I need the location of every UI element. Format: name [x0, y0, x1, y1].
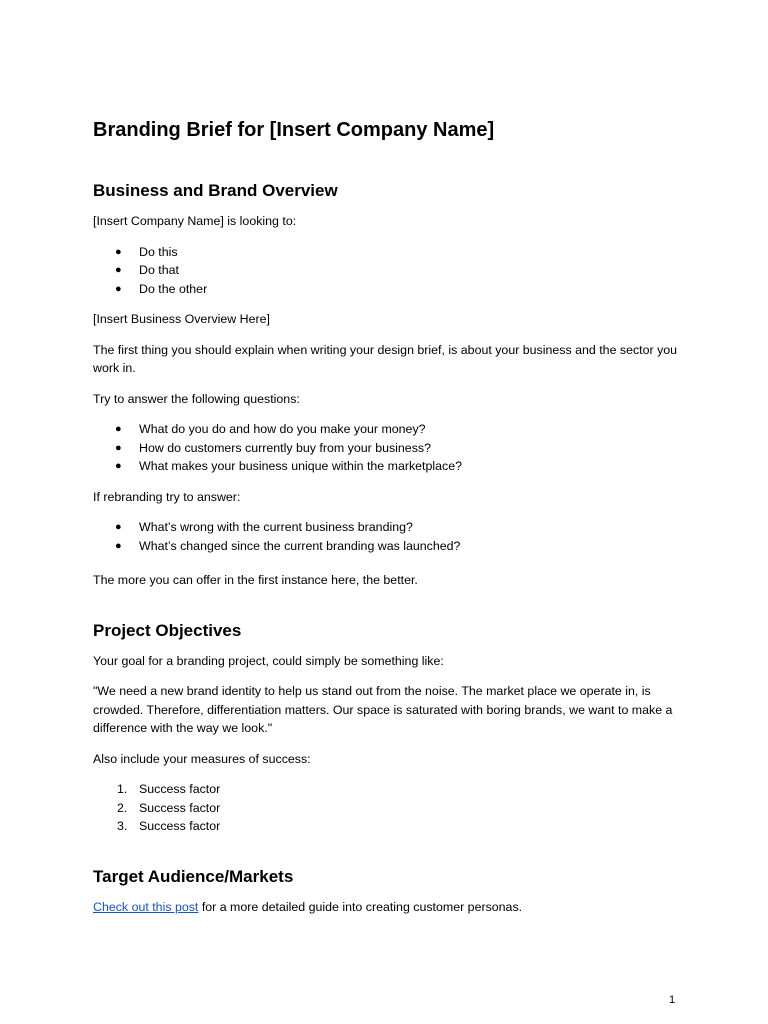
overview-placeholder: [Insert Business Overview Here]	[93, 312, 270, 326]
list-item	[93, 420, 683, 439]
bullet-icon: ●	[115, 441, 122, 454]
bullet-icon: ●	[115, 423, 122, 435]
document-title: Branding Brief for [Insert Company Name]	[93, 119, 495, 141]
overview-paragraph: The first thing you should explain when writing your design brief, is about your business and the sector you work in.	[93, 342, 678, 375]
overview-closing: The more you can offer in the first instance here, the better.	[93, 573, 418, 587]
list-item-text: Success factor	[139, 819, 221, 833]
list-item	[93, 261, 683, 280]
list-item	[93, 799, 683, 818]
questions-intro: Try to answer the following questions:	[93, 391, 300, 406]
list-item-text: Success factor	[139, 782, 221, 796]
list-item	[93, 537, 683, 556]
bullet-icon: ●	[115, 539, 122, 552]
list-item-text: What do you do and how do you make your money?	[139, 422, 426, 436]
bullet-icon: ●	[115, 460, 122, 472]
list-item-text: Success factor	[139, 800, 221, 815]
rebrand-bullet-list	[93, 518, 683, 555]
rebrand-intro: If rebranding try to answer:	[93, 489, 241, 504]
measures-intro: Also include your measures of success:	[93, 751, 311, 766]
check-out-post-link[interactable]: Check out this post	[93, 899, 199, 914]
list-number: 3.	[117, 819, 128, 833]
list-item	[93, 280, 683, 299]
list-item-text: What’s changed since the current branding was launched?	[139, 538, 461, 553]
list-item-text: What makes your business unique within the marketplace?	[139, 459, 463, 473]
page-number: 1	[669, 994, 676, 1006]
bullet-icon: ●	[115, 245, 122, 258]
list-item-text: How do customers currently buy from your business?	[139, 440, 431, 455]
list-item	[93, 457, 683, 476]
list-item	[93, 439, 683, 458]
list-item	[93, 243, 683, 262]
section-heading-objectives: Project Objectives	[93, 620, 242, 640]
objectives-intro: Your goal for a branding project, could simply be something like:	[93, 653, 444, 668]
intro-bullet-list	[93, 243, 683, 299]
list-item	[93, 780, 683, 799]
list-item-text: Do this	[139, 244, 178, 259]
list-item-text: Do that	[139, 263, 179, 277]
list-item-text: What’s wrong with the current business branding?	[139, 520, 413, 534]
bullet-icon: ●	[115, 521, 122, 533]
list-item	[93, 518, 683, 537]
bullet-icon: ●	[115, 282, 122, 295]
questions-bullet-list	[93, 420, 683, 476]
audience-text: for a more detailed guide into creating customer personas.	[198, 899, 523, 914]
section-heading-audience: Target Audience/Markets	[93, 866, 294, 886]
bullet-icon: ●	[115, 264, 122, 276]
objectives-quote: "We need a new brand identity to help us stand out from the noise. The market place we operate in, is crowded. Therefore, differentiation matters. Our space is saturated with boring brands, we want to make a difference with the way we look."	[93, 684, 673, 735]
list-number: 1.	[117, 782, 128, 796]
list-item	[93, 817, 683, 836]
measures-numbered-list	[93, 780, 683, 836]
document-body	[93, 116, 683, 928]
list-number: 2.	[117, 800, 128, 815]
list-item-text: Do the other	[139, 281, 208, 296]
section-heading-overview: Business and Brand Overview	[93, 181, 338, 200]
audience-paragraph	[93, 898, 683, 917]
overview-intro: [Insert Company Name] is looking to:	[93, 214, 297, 228]
